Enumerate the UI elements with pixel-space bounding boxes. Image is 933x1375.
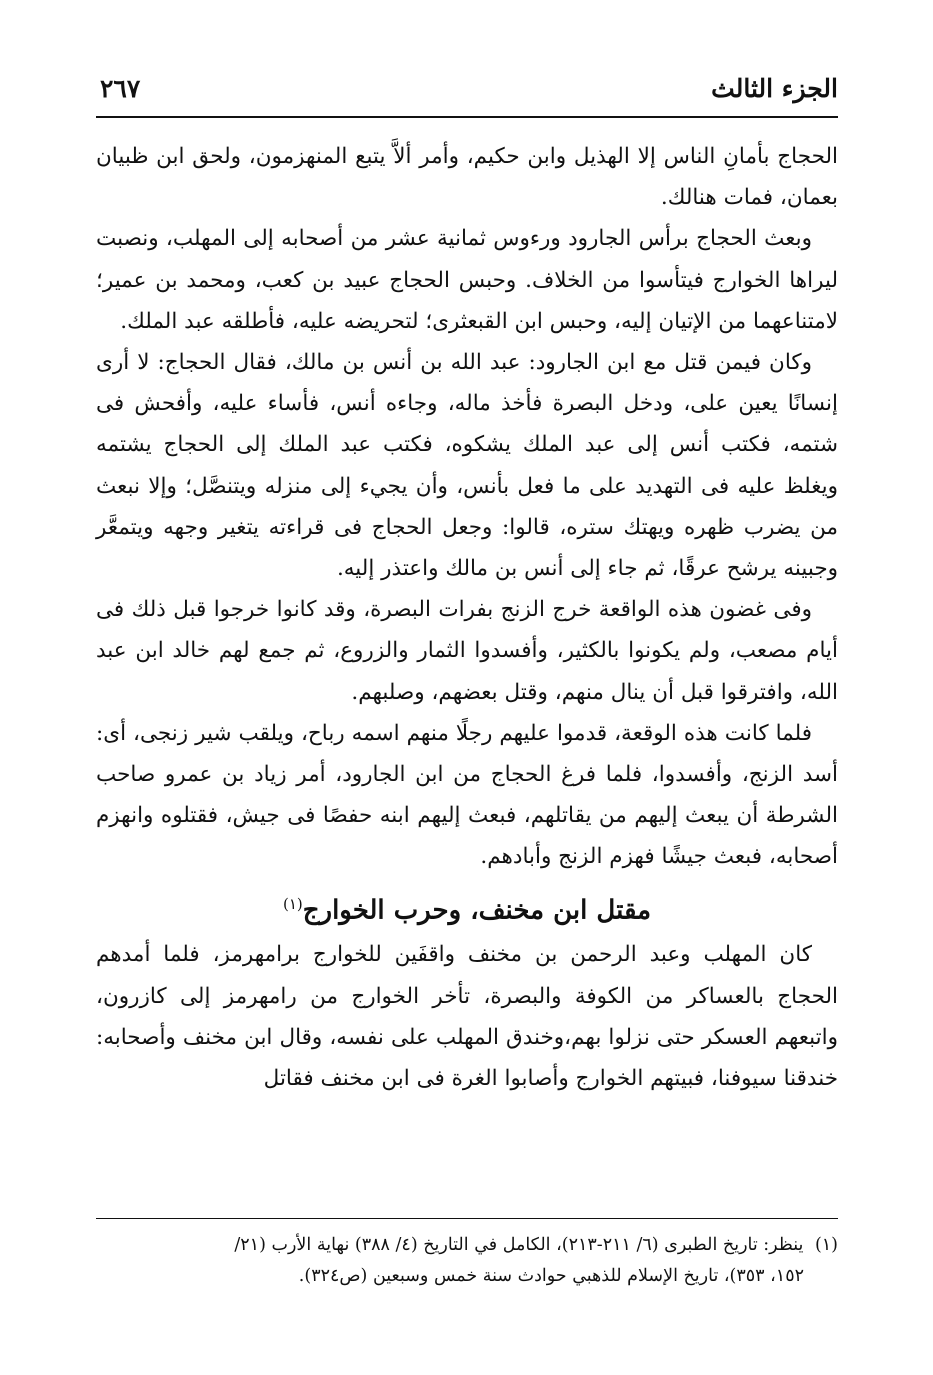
footnote-rule (96, 1218, 838, 1219)
footnote-line-2: ١٥٢، ٣٥٣)، تاريخ الإسلام للذهبي حوادث سنة خمس وسبعين (ص٣٢٤). (298, 1266, 804, 1286)
page-header (96, 70, 838, 110)
header-rule (96, 116, 838, 118)
section-paragraph: كان المهلب وعبد الرحمن بن مخنف واقفَين للخوارج برامهرمز، فلما أمدهم الحجاج بالعساكر من الكوفة والبصرة، تأخر الخوارج من رامهرمز إلى كازرون، واتبعهم العسكر حتى نزلوا بهم،وخندق المهلب على نفسه، وقال ابن مخنف وأصحابه: خندقنا سيوفنا، فبيتهم الخوارج وأصابوا الغرة فى ابن مخنف فقاتل (96, 942, 838, 1091)
footnote-line-1: ينظر: تاريخ الطبرى (٦/ ٢١١-٢١٣)، الكامل في التاريخ (٤/ ٣٨٨) نهاية الأرب (٢١/ (234, 1235, 804, 1255)
footnote (96, 1230, 838, 1292)
body-text (96, 136, 838, 1099)
paragraph-5: فلما كانت هذه الوقعة، قدموا عليهم رجلًا منهم اسمه رباح، ويلقب شير زنجى، أى: أسد الزنج، وأفسدوا، فلما فرغ الحجاج من ابن الجارود، أمر زياد بن عمرو صاحب الشرطة أن يبعث إليهم من يقاتلهم، فبعث إليهم ابنه حفصًا فى جيش، فقتلوه وانهزم أصحابه، فبعث جيشًا فهزم الزنج وأبادهم. (96, 720, 838, 870)
footnote-marker: (١) (814, 1235, 838, 1255)
running-head: الجزء الثالث (711, 74, 838, 103)
paragraph-2: وبعث الحجاج برأس الجارود ورءوس ثمانية عشر من أصحابه إلى المهلب، ونصبت ليراها الخوارج فيتأسوا من الخلاف. وحبس الحجاج عبيد بن كعب، ومحمد بن عمير؛ لامتناعهما من الإتيان إليه، وحبس ابن القبعثرى؛ لتحريضه عليه، فأطلقه عبد الملك. (96, 226, 838, 334)
paragraph-4: وفى غضون هذه الواقعة خرج الزنج بفرات البصرة، وقد كانوا خرجوا قبل ذلك فى أيام مصعب، ولم يكونوا بالكثير، وأفسدوا الثمار والزروع، ثم جمع لهم خالد ابن عبد الله، وافترقوا قبل أن ينال منهم، وقتل بعضهم، وصلبهم. (96, 597, 838, 705)
page-number: ٢٦٧ (100, 74, 141, 103)
section-heading (96, 882, 838, 933)
paragraph-3: وكان فيمن قتل مع ابن الجارود: عبد الله بن أنس بن مالك، فقال الحجاج: لا أرى إنسانًا يعين على، ودخل البصرة فأخذ ماله، وجاءه أنس، فأساء عليه، وأفحش فى شتمه، فكتب أنس إلى عبد الملك يشكوه، فكتب عبد الملك إلى الحجاج يشتمه ويغلظ عليه فى التهديد على ما فعل بأنس، وأن يجيء إلى منزله ويتنصَّل؛ وإلا نبعث من يضرب ظهره ويهتك ستره، قالوا: وجعل الحجاج فى قراءته يتغير وجهه ويتمعَّر وجبينه يرشح عرقًا، ثم جاء إلى أنس بن مالك واعتذر إليه. (96, 350, 838, 582)
book-page (96, 70, 838, 1286)
section-footnote-ref: (١) (282, 894, 303, 913)
section-heading-text: مقتل ابن مخنف، وحرب الخوارج (302, 895, 652, 926)
paragraph-1: الحجاج بأمانِ الناس إلا الهذيل وابن حكيم، وأمر ألاَّ يتبع المنهزمون، ولحق ابن ظبيان بعمان، فمات هنالك. (96, 144, 838, 211)
